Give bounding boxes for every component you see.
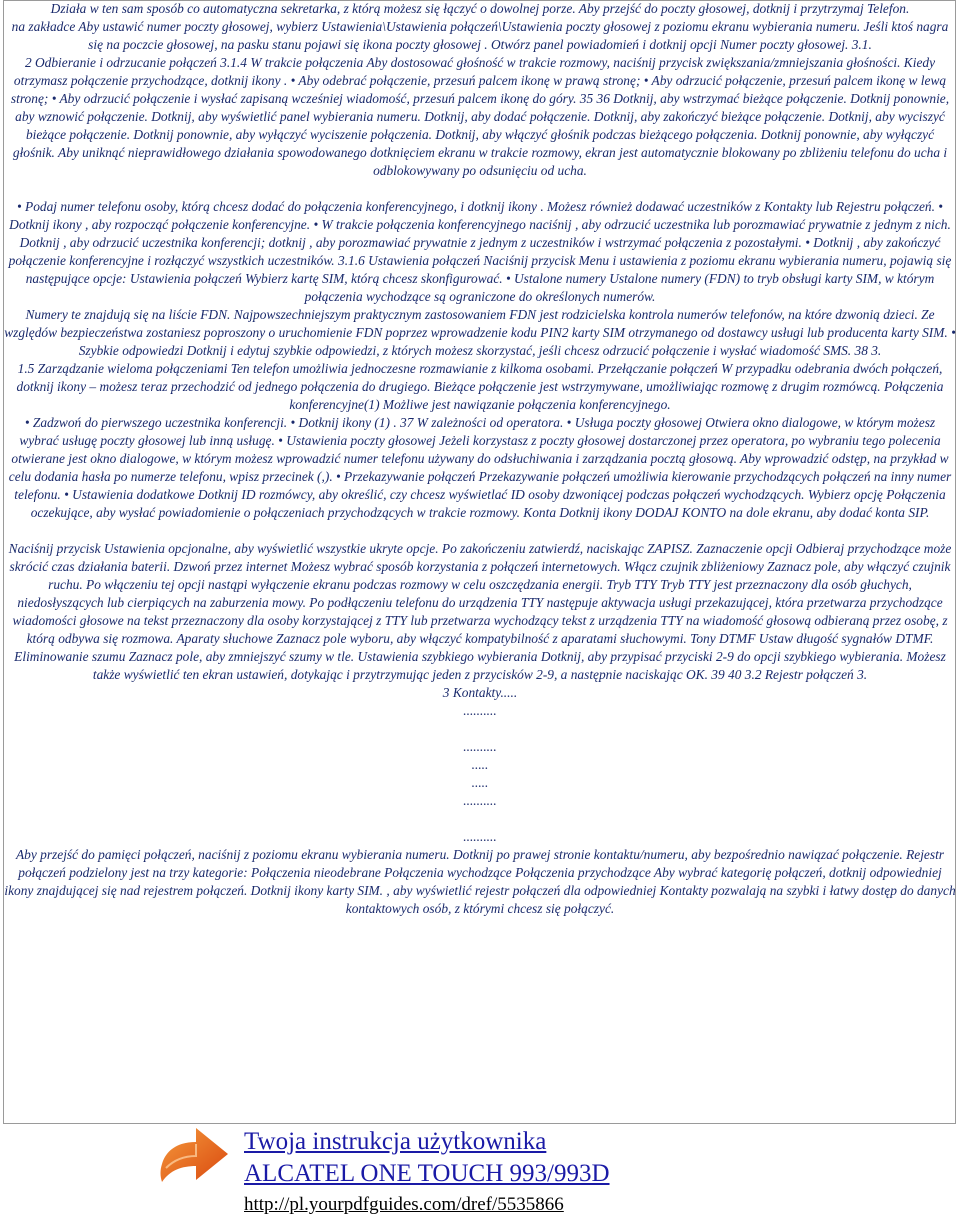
paragraph: Eliminowanie szumu Zaznacz pole, aby zmniejszyć szumy w tle. Ustawienia szybkiego wybierania Dotknij, aby przypisać przyciski 2-9 do opcji szybkiego wybierania. Możesz także wyświetlić ten ekran ustawień, dotykając i przytrzymując jeden z przycisków 2-9, a następnie naciskając OK. 39 40 3.2 Rejestr połączeń 3. xyxy=(14,649,946,682)
arrow-icon xyxy=(156,1124,232,1200)
dot-leader: .......... xyxy=(463,793,497,808)
footer-url-link[interactable]: http://pl.yourpdfguides.com/dref/5535866 xyxy=(244,1194,564,1215)
paragraph: • Zadzwoń do pierwszego uczestnika konferencji. • Dotknij ikony (1) . 37 W zależności od operatora. • Usługa poczty głosowej Otwiera okno dialogowe, w którym możesz wybrać usługę poczty głosowej lub inną usługę. • Ustawienia poczty głosowej Jeżeli korzystasz z poczty głosowej dostarczonej przez operatora, po wybraniu tego polecenia otwierane jest okno dialogowe, w którym możesz wprowadzić numer telefonu używany do odsłuchiwania i zarządzania pocztą głosową. Aby wprowadzić odstęp, na przykład w celu dodania hasła po numerze telefonu, wpisz przecinek (,). • Przekazywanie połączeń Przekazywanie połączeń umożliwia kierowanie przychodzących połączeń na inny numer telefonu. • Ustawienia dodatkowe Dotknij ID rozmówcy, aby określić, czy chcesz wyświetlać ID osoby dzwoniącej podczas połączeń wychodzących. Wybierz opcję Połączenia oczekujące, aby wysłać powiadomienie o połączeniach przychodzących w trakcie rozmowy. Konta Dotknij ikony DODAJ KONTO na dole ekranu, aby dodać konta SIP. xyxy=(8,415,952,520)
dot-leader: .......... xyxy=(463,739,497,754)
dot-leader: ..... xyxy=(471,775,489,790)
footer-model-link[interactable]: ALCATEL ONE TOUCH 993/993D xyxy=(244,1160,610,1187)
footer xyxy=(244,1127,610,1217)
dot-leader: .......... xyxy=(463,829,497,844)
paragraph: Numery te znajdują się na liście FDN. Najpowszechniejszym praktycznym zastosowaniem FDN jest rodzicielska kontrola numerów telefonów, na które dzwonią dzieci. Ze względów bezpieczeństwa zostaniesz poproszony o uruchomienie FDN poprzez wprowadzenie kodu PIN2 karty SIM otrzymanego od dostawcy usługi lub producenta karty SIM. • Szybkie odpowiedzi Dotknij i edytuj szybkie odpowiedzi, z których możesz skorzystać, jeśli chcesz odrzucić połączenie i wysłać wiadomość SMS. 38 3. xyxy=(4,307,956,358)
paragraph: Aby przejść do pamięci połączeń, naciśnij z poziomu ekranu wybierania numeru. Dotknij po prawej stronie kontaktu/numeru, aby bezpośrednio nawiązać połączenie. Rejestr połączeń podzielony jest na trzy kategorie: Połączenia nieodebrane Połączenia wychodzące Połączenia przychodzące Aby wybrać kategorię połączeń, dotknij odpowiedniej ikony znajdującej się nad rejestrem połączeń. Dotknij ikony karty SIM. , aby wyświetlić rejestr połączeń dla odpowiedniej Kontakty pozwalają na szybki i łatwy dostęp do danych kontaktowych osób, z którymi chcesz się połączyć. xyxy=(4,847,956,916)
paragraph: Naciśnij przycisk Ustawienia opcjonalne, aby wyświetlić wszystkie ukryte opcje. Po zakończeniu zatwierdź, naciskając ZAPISZ. Zaznaczenie opcji Odbieraj przychodzące może skrócić czas działania baterii. Dzwoń przez internet Możesz wybrać sposób korzystania z połączeń internetowych. Włącz czujnik zbliżeniowy Zaznacz pole, aby włączyć czujnik ruchu. Po włączeniu tej opcji nastąpi wyłączenie ekranu podczas rozmowy w celu oszczędzania energii. Tryb TTY Tryb TTY jest przeznaczony dla osób głuchych, niedosłyszących lub cierpiących na zaburzenia mowy. Po podłączeniu telefonu do urządzenia TTY następuje aktywacja usługi przekazującej, która przetwarza przychodzące wiadomości głosowe na tekst przeznaczony dla osoby korzystającej z TTY lub przetwarza wychodzący tekst z urządzenia TTY na wiadomość głosową odbieraną przez osobę, z którą odbywa się rozmowa. Aparaty słuchowe Zaznacz pole wyboru, aby włączyć kompatybilność z aparatami słuchowymi. Tony DTMF Ustaw długość sygnałów DTMF. xyxy=(8,541,952,646)
dot-leader: .......... xyxy=(463,703,497,718)
paragraph: 1.5 Zarządzanie wieloma połączeniami Ten telefon umożliwia jednoczesne rozmawianie z kilkoma osobami. Przełączanie połączeń W przypadku odebrania dwóch połączeń, dotknij ikony – możesz teraz przechodzić od jednego połączenia do drugiego. Bieżące połączenie jest wstrzymywane, umożliwiając rozmowę z drugim rozmówcą. Połączenia konferencyjne(1) Możliwe jest nawiązanie połączenia konferencyjnego. xyxy=(16,361,944,412)
dot-leader: ..... xyxy=(471,757,489,772)
footer-title-link[interactable]: Twoja instrukcja użytkownika xyxy=(244,1128,547,1155)
paragraph: 2 Odbieranie i odrzucanie połączeń 3.1.4 W trakcie połączenia Aby dostosować głośność w trakcie rozmowy, naciśnij przycisk zwiększania/zmniejszania głośności. Kiedy otrzymasz połączenie przychodzące, dotknij ikony . • Aby odebrać połączenie, przesuń palcem ikonę w prawą stronę; • Aby odrzucić połączenie, przesuń palcem ikonę w lewą stronę; • Aby odrzucić połączenie i wysłać zapisaną wcześniej wiadomość, przesuń palcem ikonę do góry. 35 36 Dotknij, aby wstrzymać bieżące połączenie. Dotknij ponownie, aby wznowić połączenie. Dotknij, aby wyświetlić panel wybierania numeru. Dotknij, aby dodać połączenie. Dotknij, aby zakończyć bieżące połączenie. Dotknij, aby wyciszyć bieżące połączenie. Dotknij ponownie, aby wyłączyć wyciszenie połączenia. Dotknij, aby włączyć głośnik podczas bieżącego połączenia. Dotknij ponownie, aby wyłączyć głośnik. Aby uniknąć nieprawidłowego działania spowodowanego dotknięciem ekranu w trakcie rozmowy, ekran jest automatycznie blokowany po zbliżeniu telefonu do ucha i odblokowywany po odsunięciu od ucha. xyxy=(10,55,950,178)
paragraph: • Podaj numer telefonu osoby, którą chcesz dodać do połączenia konferencyjnego, i dotknij ikony . Możesz również dodawać uczestników z Kontakty lub Rejestru połączeń. • Dotknij ikony , aby rozpocząć połączenie konferencyjne. • W trakcie połączenia konferencyjnego naciśnij , aby odrzucić uczestnika lub porozmawiać prywatnie z jednym z nich. Dotknij , aby odrzucić uczestnika konferencji; dotknij , aby porozmawiać prywatnie z jednym z uczestników i wstrzymać połączenia z pozostałymi. • Dotknij , aby zakończyć połączenie konferencyjne i rozłączyć wszystkich uczestników. 3.1.6 Ustawienia połączeń Naciśnij przycisk Menu i ustawienia z poziomu ekranu wybierania numeru, pojawią się następujące opcje: Ustawienia połączeń Wybierz kartę SIM, którą chcesz skonfigurować. • Ustalone numery Ustalone numery (FDN) to tryb obsługi karty SIM, w którym połączenia wychodzące są ograniczone do określonych numerów. xyxy=(8,199,952,304)
paragraph: Działa w ten sam sposób co automatyczna sekretarka, z którą możesz się łączyć o dowolnej porze. Aby przejść do poczty głosowej, dotknij i przytrzymaj Telefon. xyxy=(50,1,910,16)
paragraph: na zakładce Aby ustawić numer poczty głosowej, wybierz Ustawienia\Ustawienia połączeń\Ustawienia poczty głosowej z poziomu ekranu wybierania numeru. Jeśli ktoś nagra się na poczcie głosowej, na pasku stanu pojawi się ikona poczty głosowej . Otwórz panel powiadomień i dotknij opcji Numer poczty głosowej. 3.1. xyxy=(11,19,949,52)
document-body xyxy=(4,0,956,918)
paragraph: 3 Kontakty..... xyxy=(442,685,518,700)
